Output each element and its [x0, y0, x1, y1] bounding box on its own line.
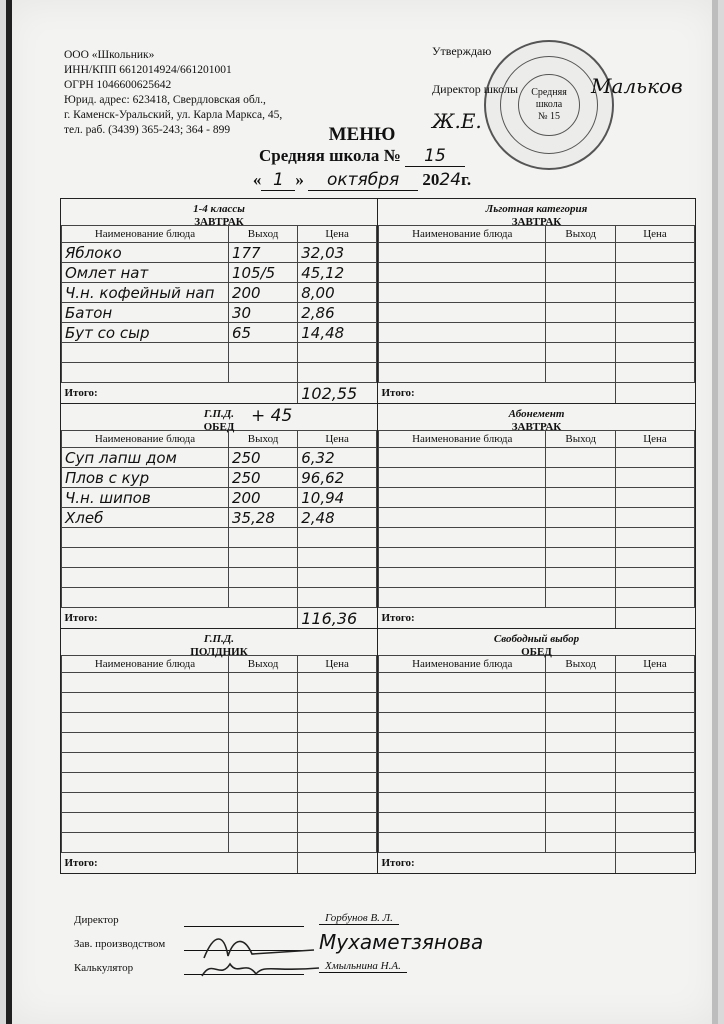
dish-name-cell [62, 363, 229, 383]
menu-block [378, 404, 695, 628]
total-label: Итого: [381, 857, 415, 869]
price-cell [298, 568, 377, 588]
price-cell [615, 528, 694, 548]
price-cell [298, 793, 377, 813]
table-row [62, 813, 377, 833]
output-cell [546, 588, 616, 608]
price-cell [615, 733, 694, 753]
price-cell [615, 448, 694, 468]
output-cell: 177 [228, 243, 297, 263]
block-category: Г.П.Д. [203, 633, 235, 645]
dish-name-cell [62, 588, 229, 608]
table-row [379, 323, 695, 343]
dish-name-cell [62, 343, 229, 363]
director-name: Горбунов В. Л. [319, 912, 399, 925]
table-row [379, 508, 695, 528]
calculator-name: Хмыльнина Н.А. [319, 960, 407, 973]
price-cell [615, 693, 694, 713]
block-header [378, 629, 695, 658]
seal-line2: школа [535, 99, 563, 110]
dish-name-cell [62, 568, 229, 588]
table-row [62, 343, 377, 363]
table-row [379, 588, 695, 608]
price-cell [615, 468, 694, 488]
price-cell [615, 813, 694, 833]
table-row [62, 733, 377, 753]
table-row [62, 588, 377, 608]
table-row [62, 713, 377, 733]
output-cell [228, 733, 297, 753]
total-value [615, 608, 694, 629]
dish-name-cell: Ч.н. шипов [62, 488, 229, 508]
section-row-2 [61, 404, 695, 629]
table-row [62, 548, 377, 568]
table-row [62, 283, 377, 303]
price-cell [615, 773, 694, 793]
block-header [61, 199, 377, 228]
total-row [379, 383, 695, 404]
price-cell [615, 343, 694, 363]
director-sign-line [184, 926, 304, 927]
school-line [6, 146, 718, 167]
table-row [62, 323, 377, 343]
block-meal: ОБЕД [521, 646, 552, 658]
dish-name-cell: Плов с кур [62, 468, 229, 488]
col-header-price: Цена [298, 226, 377, 243]
dish-name-cell [379, 363, 546, 383]
menu-table [378, 655, 695, 873]
price-cell [615, 673, 694, 693]
total-value [615, 383, 694, 404]
date-day: 1 [261, 170, 295, 191]
table-row [379, 343, 695, 363]
table-row [62, 793, 377, 813]
col-header-name: Наименование блюда [62, 226, 229, 243]
table-row [62, 568, 377, 588]
dish-name-cell: Омлет нат [62, 263, 229, 283]
block-meal: ЗАВТРАК [194, 216, 244, 228]
total-row [62, 853, 377, 874]
price-cell [615, 303, 694, 323]
table-row [379, 303, 695, 323]
output-cell [546, 793, 616, 813]
output-cell [546, 448, 616, 468]
price-cell: 6,32 [298, 448, 377, 468]
dish-name-cell: Суп лапш дом [62, 448, 229, 468]
output-cell [228, 673, 297, 693]
output-cell [546, 303, 616, 323]
table-row [379, 468, 695, 488]
block-meal: ЗАВТРАК [511, 421, 562, 433]
approve-label: Утверждаю [432, 44, 492, 58]
total-label: Итого: [64, 612, 98, 624]
price-cell [615, 488, 694, 508]
dish-name-cell [379, 468, 546, 488]
total-label: Итого: [64, 857, 98, 869]
seal-line3: № 15 [537, 111, 561, 122]
dish-name-cell [379, 733, 546, 753]
table-row [379, 448, 695, 468]
director-label: Директор [74, 914, 119, 926]
org-ogrn: ОГРН 1046600625642 [64, 79, 172, 91]
col-header-output: Выход [546, 431, 616, 448]
col-header-name: Наименование блюда [62, 431, 229, 448]
price-cell [615, 243, 694, 263]
output-cell [228, 773, 297, 793]
table-row [62, 528, 377, 548]
table-row [62, 243, 377, 263]
menu-block [61, 404, 378, 628]
dish-name-cell [379, 508, 546, 528]
total-row [62, 383, 377, 404]
total-value: 102,55 [298, 383, 377, 404]
output-cell [546, 548, 616, 568]
total-label: Итого: [64, 387, 98, 399]
dish-name-cell [62, 733, 229, 753]
total-value [298, 853, 377, 874]
block-header [378, 199, 695, 228]
calculator-signature [194, 954, 334, 984]
output-cell [546, 833, 616, 853]
block-category: 1-4 классы [193, 203, 245, 215]
table-row [62, 673, 377, 693]
dish-name-cell [62, 813, 229, 833]
dish-name-cell: Батон [62, 303, 229, 323]
output-cell [546, 323, 616, 343]
dish-name-cell [62, 673, 229, 693]
output-cell [228, 813, 297, 833]
date-line: « 1 » октября 2024г. [252, 170, 472, 190]
output-cell: 35,28 [228, 508, 297, 528]
dish-name-cell [379, 813, 546, 833]
menu-table [61, 225, 377, 403]
price-cell [615, 263, 694, 283]
table-row [379, 548, 695, 568]
table-row [379, 793, 695, 813]
block-meal: ОБЕД [203, 421, 235, 433]
dish-name-cell: Хлеб [62, 508, 229, 528]
col-header-name: Наименование блюда [62, 656, 229, 673]
price-cell [298, 813, 377, 833]
output-cell [546, 773, 616, 793]
total-value [615, 853, 694, 874]
calculator-label: Калькулятор [74, 962, 134, 974]
date-year-end: г. [461, 170, 472, 189]
col-header-output: Выход [546, 656, 616, 673]
output-cell [228, 588, 297, 608]
output-cell: 200 [228, 488, 297, 508]
table-row [62, 468, 377, 488]
col-header-price: Цена [298, 656, 377, 673]
dish-name-cell: Яблоко [62, 243, 229, 263]
price-cell [615, 508, 694, 528]
dish-name-cell [62, 713, 229, 733]
org-address-line2: г. Каменск-Уральский, ул. Карла Маркса, 45, [64, 109, 283, 121]
org-phone: тел. раб. (3439) 365-243; 364 - 899 [64, 124, 231, 136]
dish-name-cell [379, 713, 546, 733]
col-header-price: Цена [298, 431, 377, 448]
block-category: Абонемент [508, 408, 565, 420]
total-label: Итого: [381, 612, 415, 624]
production-label: Зав. производством [74, 938, 166, 950]
col-header-output: Выход [228, 656, 297, 673]
col-header-price: Цена [615, 226, 694, 243]
dish-name-cell [379, 528, 546, 548]
col-header-output: Выход [546, 226, 616, 243]
dish-name-cell [379, 488, 546, 508]
price-cell: 14,48 [298, 323, 377, 343]
menu-block [61, 629, 378, 873]
table-row [379, 753, 695, 773]
price-cell: 45,12 [298, 263, 377, 283]
table-row [379, 488, 695, 508]
table-row [379, 528, 695, 548]
table-row [379, 283, 695, 303]
output-cell: 30 [228, 303, 297, 323]
signatures-footer [74, 910, 534, 982]
col-header-output: Выход [228, 226, 297, 243]
output-cell [228, 343, 297, 363]
block-header [61, 404, 377, 433]
output-cell [546, 488, 616, 508]
price-cell [298, 548, 377, 568]
dish-name-cell [62, 773, 229, 793]
output-cell [228, 548, 297, 568]
table-row [379, 693, 695, 713]
menu-block [61, 199, 378, 403]
dish-name-cell [62, 753, 229, 773]
date-year-suffix: 24 [439, 170, 462, 190]
table-row [379, 833, 695, 853]
table-row [379, 363, 695, 383]
output-cell [546, 263, 616, 283]
approve-signature: Мальков Ж.Е. [432, 74, 683, 133]
org-inn: ИНН/КПП 6612014924/661201001 [64, 64, 232, 76]
dish-name-cell [379, 448, 546, 468]
block-extra-note: + 45 [251, 406, 293, 426]
table-row [62, 263, 377, 283]
price-cell [298, 773, 377, 793]
price-cell [298, 588, 377, 608]
dish-name-cell [379, 303, 546, 323]
total-row [62, 608, 377, 629]
price-cell [615, 363, 694, 383]
table-row [62, 363, 377, 383]
price-cell [615, 793, 694, 813]
table-row [379, 813, 695, 833]
output-cell [228, 753, 297, 773]
production-name: Мухаметзянова [319, 930, 484, 954]
menu-table [61, 430, 377, 628]
price-cell [298, 528, 377, 548]
block-header [378, 404, 695, 433]
block-category: Г.П.Д. [203, 408, 235, 420]
table-row [62, 303, 377, 323]
output-cell [228, 833, 297, 853]
output-cell [546, 363, 616, 383]
output-cell [546, 283, 616, 303]
col-header-price: Цена [615, 656, 694, 673]
output-cell [546, 753, 616, 773]
price-cell [298, 693, 377, 713]
section-row-3 [61, 629, 695, 873]
price-cell: 2,86 [298, 303, 377, 323]
output-cell: 250 [228, 448, 297, 468]
price-cell [298, 753, 377, 773]
table-row [62, 773, 377, 793]
dish-name-cell [379, 323, 546, 343]
dish-name-cell [62, 833, 229, 853]
price-cell [615, 568, 694, 588]
total-row [379, 853, 695, 874]
price-cell [298, 363, 377, 383]
price-cell [298, 833, 377, 853]
table-row [62, 753, 377, 773]
price-cell: 96,62 [298, 468, 377, 488]
output-cell [546, 673, 616, 693]
dish-name-cell [62, 548, 229, 568]
dish-name-cell [379, 773, 546, 793]
price-cell [615, 713, 694, 733]
output-cell [546, 713, 616, 733]
dish-name-cell [379, 588, 546, 608]
output-cell [228, 693, 297, 713]
dish-name-cell [379, 753, 546, 773]
output-cell [546, 568, 616, 588]
price-cell [615, 323, 694, 343]
seal-line1: Средняя [531, 87, 567, 98]
school-label: Средняя школа № [259, 146, 401, 165]
price-cell: 2,48 [298, 508, 377, 528]
output-cell [546, 468, 616, 488]
dish-name-cell [379, 568, 546, 588]
date-month: октября [308, 170, 418, 191]
dish-name-cell [62, 793, 229, 813]
price-cell: 32,03 [298, 243, 377, 263]
col-header-output: Выход [228, 431, 297, 448]
output-cell [228, 713, 297, 733]
menu-document [6, 0, 718, 1024]
price-cell [615, 283, 694, 303]
menu-grid [60, 198, 696, 874]
dish-name-cell [379, 548, 546, 568]
output-cell [546, 733, 616, 753]
col-header-price: Цена [615, 431, 694, 448]
dish-name-cell: Бут со сыр [62, 323, 229, 343]
table-row [379, 568, 695, 588]
date-year-prefix: 20 [422, 170, 440, 189]
output-cell [546, 813, 616, 833]
table-row [62, 693, 377, 713]
total-label: Итого: [381, 387, 415, 399]
table-row [62, 833, 377, 853]
menu-table [61, 655, 377, 873]
price-cell [298, 713, 377, 733]
section-row-1 [61, 199, 695, 404]
total-row [379, 608, 695, 629]
table-row [379, 263, 695, 283]
dish-name-cell [379, 243, 546, 263]
block-category: Свободный выбор [493, 633, 580, 645]
school-number: 15 [405, 146, 465, 167]
page-title: МЕНЮ [328, 124, 396, 145]
price-cell [298, 733, 377, 753]
dish-name-cell [379, 693, 546, 713]
output-cell: 105/5 [228, 263, 297, 283]
table-row [379, 243, 695, 263]
output-cell: 65 [228, 323, 297, 343]
price-cell [615, 753, 694, 773]
table-row [62, 508, 377, 528]
block-meal: ПОЛДНИК [190, 646, 248, 658]
price-cell [615, 588, 694, 608]
price-cell [615, 833, 694, 853]
output-cell [228, 363, 297, 383]
output-cell: 200 [228, 283, 297, 303]
dish-name-cell [379, 283, 546, 303]
dish-name-cell [379, 673, 546, 693]
price-cell [615, 548, 694, 568]
total-value: 116,36 [298, 608, 377, 629]
col-header-name: Наименование блюда [379, 226, 546, 243]
price-cell [298, 673, 377, 693]
table-row [379, 773, 695, 793]
output-cell [546, 343, 616, 363]
output-cell [228, 793, 297, 813]
output-cell [546, 508, 616, 528]
col-header-name: Наименование блюда [379, 656, 546, 673]
dish-name-cell [379, 343, 546, 363]
block-header [61, 629, 377, 658]
menu-block [378, 199, 695, 403]
price-cell: 8,00 [298, 283, 377, 303]
table-row [62, 448, 377, 468]
block-category: Льготная категория [485, 203, 588, 215]
table-row [62, 488, 377, 508]
price-cell [298, 343, 377, 363]
dish-name-cell [379, 833, 546, 853]
block-meal: ЗАВТРАК [511, 216, 562, 228]
org-address-line1: Юрид. адрес: 623418, Свердловская обл., [64, 94, 266, 106]
table-row [379, 733, 695, 753]
dish-name-cell: Ч.н. кофейный нап [62, 283, 229, 303]
output-cell [228, 528, 297, 548]
output-cell [228, 568, 297, 588]
menu-table [378, 430, 695, 628]
col-header-name: Наименование блюда [379, 431, 546, 448]
dish-name-cell [379, 793, 546, 813]
output-cell: 250 [228, 468, 297, 488]
menu-table [378, 225, 695, 403]
table-row [379, 713, 695, 733]
dish-name-cell [379, 263, 546, 283]
dish-name-cell [62, 693, 229, 713]
output-cell [546, 693, 616, 713]
price-cell: 10,94 [298, 488, 377, 508]
approve-director-label: Директор школы [432, 82, 519, 96]
output-cell [546, 243, 616, 263]
menu-block [378, 629, 695, 873]
table-row [379, 673, 695, 693]
org-name: ООО «Школьник» [64, 49, 155, 61]
output-cell [546, 528, 616, 548]
dish-name-cell [62, 528, 229, 548]
